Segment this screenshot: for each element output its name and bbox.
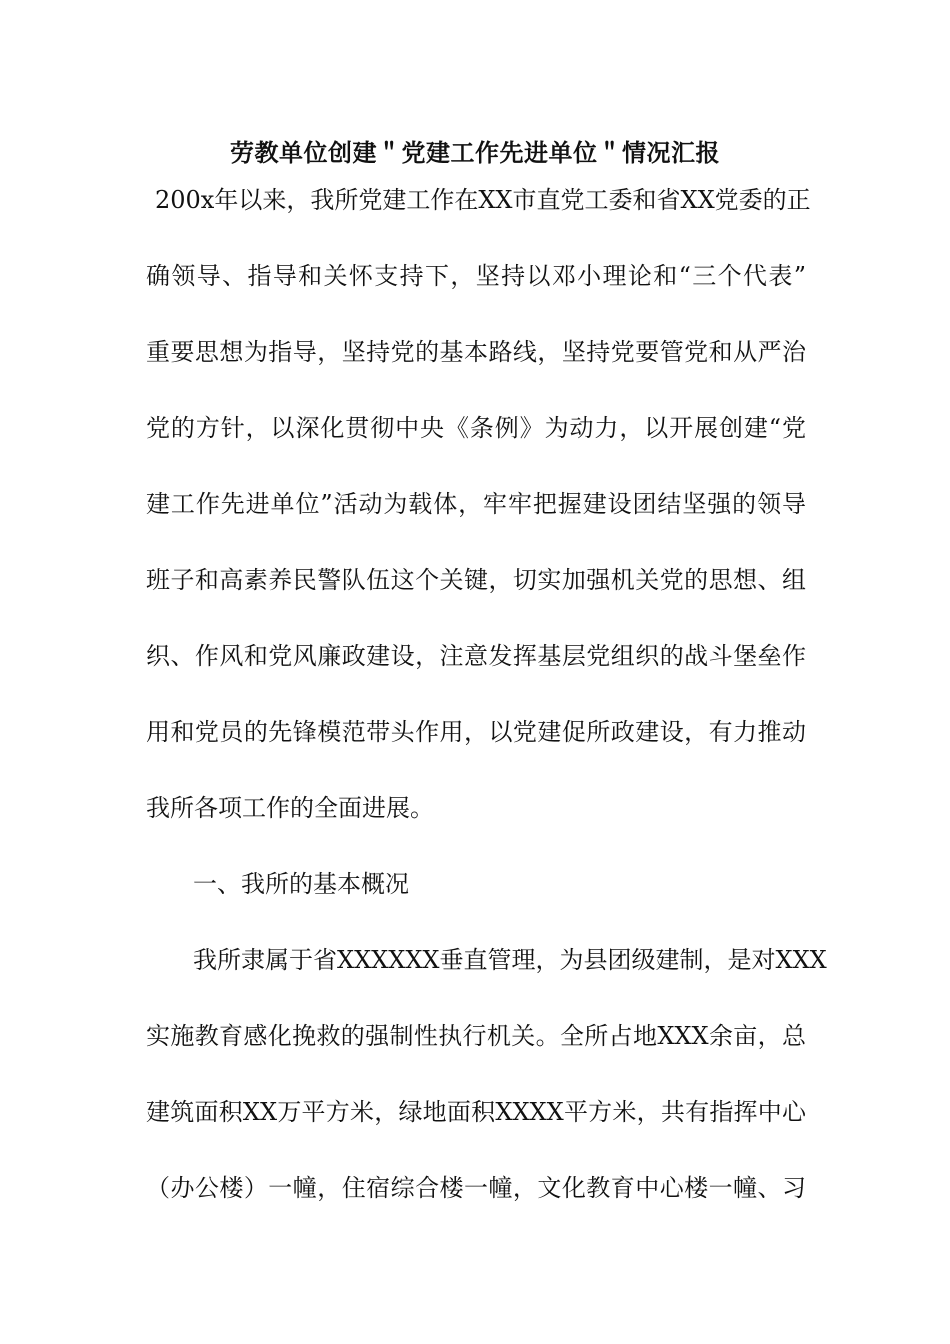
paragraph-line: 重要思想为指导，坚持党的基本路线，坚持党要管党和从严治 [146, 338, 806, 366]
paragraph-line: 我所各项工作的全面进展。 [146, 794, 434, 822]
document-title: 劳教单位创建＂党建工作先进单位＂情况汇报 [230, 138, 720, 167]
paragraph-line: 实施教育感化挽救的强制性执行机关。全所占地XXX余亩，总 [146, 1022, 806, 1050]
paragraph-line: 建工作先进单位”活动为载体，牢牢把握建设团结坚强的领导 [146, 490, 806, 518]
paragraph-line: 织、作风和党风廉政建设，注意发挥基层党组织的战斗堡垒作 [146, 642, 806, 670]
paragraph-line: 党的方针，以深化贯彻中央《条例》为动力，以开展创建“党 [146, 414, 806, 442]
paragraph-line: 200x年以来，我所党建工作在XX市直党工委和省XX党委的正 [155, 186, 811, 214]
paragraph-line: 用和党员的先锋模范带头作用，以党建促所政建设，有力推动 [146, 718, 806, 746]
paragraph-line: 我所隶属于省XXXXXX垂直管理，为县团级建制，是对XXX [193, 946, 827, 974]
paragraph-line: （办公楼）一幢，住宿综合楼一幢，文化教育中心楼一幢、习 [146, 1174, 806, 1202]
paragraph-line: 班子和高素养民警队伍这个关键，切实加强机关党的思想、组 [146, 566, 806, 594]
paragraph-line: 建筑面积XX万平方米，绿地面积XXXX平方米，共有指挥中心 [146, 1098, 806, 1126]
paragraph-line: 确领导、指导和关怀支持下，坚持以邓小理论和“三个代表” [146, 262, 806, 290]
section-heading: 一、我所的基本概况 [193, 870, 409, 898]
